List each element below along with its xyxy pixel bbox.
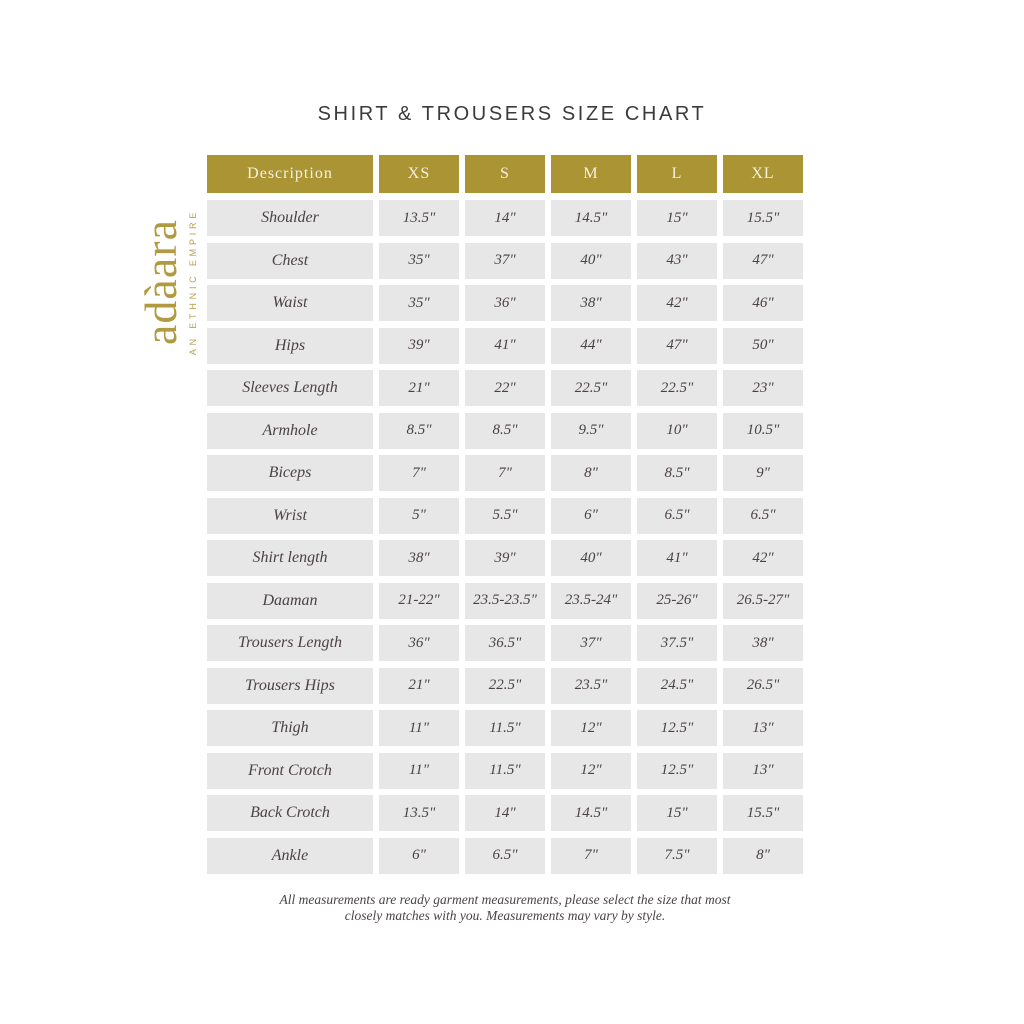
size-chart-table	[207, 155, 803, 880]
row-value: 9.5"	[551, 413, 631, 449]
row-value: 47"	[637, 328, 717, 364]
row-value: 6.5"	[465, 838, 545, 874]
row-label: Thigh	[207, 710, 373, 746]
row-value: 10"	[637, 413, 717, 449]
table-row	[207, 243, 803, 279]
table-row	[207, 413, 803, 449]
table-row	[207, 583, 803, 619]
row-value: 40"	[551, 540, 631, 576]
row-value: 7"	[465, 455, 545, 491]
table-row	[207, 285, 803, 321]
column-header-xs: XS	[379, 155, 459, 193]
row-value: 23"	[723, 370, 803, 406]
row-value: 12"	[551, 710, 631, 746]
column-header-m: M	[551, 155, 631, 193]
page-title: SHIRT & TROUSERS SIZE CHART	[317, 103, 707, 125]
row-value: 11.5"	[465, 753, 545, 789]
row-value: 12"	[551, 753, 631, 789]
row-value: 12.5"	[637, 753, 717, 789]
table-row	[207, 625, 803, 661]
table-row	[207, 370, 803, 406]
row-value: 35"	[379, 243, 459, 279]
row-label: Wrist	[207, 498, 373, 534]
row-value: 38"	[379, 540, 459, 576]
row-value: 13.5"	[379, 795, 459, 831]
row-value: 6.5"	[637, 498, 717, 534]
row-value: 12.5"	[637, 710, 717, 746]
row-value: 14.5"	[551, 200, 631, 236]
row-value: 15"	[637, 795, 717, 831]
row-value: 23.5-23.5"	[465, 583, 545, 619]
row-value: 7"	[551, 838, 631, 874]
table-row	[207, 710, 803, 746]
row-label: Trousers Length	[207, 625, 373, 661]
row-label: Sleeves Length	[207, 370, 373, 406]
row-value: 23.5-24"	[551, 583, 631, 619]
row-label: Chest	[207, 243, 373, 279]
row-value: 13"	[723, 753, 803, 789]
row-value: 8.5"	[637, 455, 717, 491]
row-value: 38"	[551, 285, 631, 321]
row-value: 21"	[379, 370, 459, 406]
row-value: 8"	[551, 455, 631, 491]
table-row	[207, 668, 803, 704]
row-value: 47"	[723, 243, 803, 279]
row-value: 8.5"	[465, 413, 545, 449]
table-header-row	[207, 155, 803, 193]
row-value: 39"	[465, 540, 545, 576]
row-value: 42"	[637, 285, 717, 321]
table-row	[207, 455, 803, 491]
disclaimer-line-1: All measurements are ready garment measurements, please select the size that most	[279, 892, 731, 907]
row-value: 21"	[379, 668, 459, 704]
row-value: 9"	[723, 455, 803, 491]
table-row	[207, 795, 803, 831]
disclaimer-line-2: closely matches with you. Measurements may vary by style.	[344, 907, 666, 923]
row-value: 35"	[379, 285, 459, 321]
row-value: 40"	[551, 243, 631, 279]
row-value: 36"	[465, 285, 545, 321]
size-table-body	[207, 200, 803, 874]
row-value: 14"	[465, 795, 545, 831]
row-value: 39"	[379, 328, 459, 364]
row-value: 41"	[637, 540, 717, 576]
row-value: 22.5"	[465, 668, 545, 704]
row-value: 5.5"	[465, 498, 545, 534]
row-value: 22"	[465, 370, 545, 406]
brand-logo	[130, 170, 206, 394]
row-label: Back Crotch	[207, 795, 373, 831]
column-header-s: S	[465, 155, 545, 193]
table-row	[207, 540, 803, 576]
row-value: 37.5"	[637, 625, 717, 661]
row-value: 21-22"	[379, 583, 459, 619]
row-value: 6.5"	[723, 498, 803, 534]
column-header-l: L	[637, 155, 717, 193]
row-value: 13.5"	[379, 200, 459, 236]
row-label: Trousers Hips	[207, 668, 373, 704]
row-label: Shoulder	[207, 200, 373, 236]
row-value: 26.5"	[723, 668, 803, 704]
row-value: 26.5-27"	[723, 583, 803, 619]
row-value: 43"	[637, 243, 717, 279]
column-header-description: Description	[207, 155, 373, 193]
row-label: Biceps	[207, 455, 373, 491]
row-value: 15.5"	[723, 200, 803, 236]
column-header-xl: XL	[723, 155, 803, 193]
row-value: 7"	[379, 455, 459, 491]
row-value: 23.5"	[551, 668, 631, 704]
row-value: 7.5"	[637, 838, 717, 874]
row-value: 15"	[637, 200, 717, 236]
table-row	[207, 838, 803, 874]
row-label: Daaman	[207, 583, 373, 619]
row-value: 13"	[723, 710, 803, 746]
row-label: Hips	[207, 328, 373, 364]
row-value: 11"	[379, 710, 459, 746]
table-row	[207, 328, 803, 364]
row-value: 6"	[551, 498, 631, 534]
row-value: 6"	[379, 838, 459, 874]
row-value: 41"	[465, 328, 545, 364]
row-value: 22.5"	[551, 370, 631, 406]
row-label: Shirt length	[207, 540, 373, 576]
row-label: Waist	[207, 285, 373, 321]
row-value: 50"	[723, 328, 803, 364]
brand-logo-name: adàara	[135, 219, 186, 345]
row-value: 10.5"	[723, 413, 803, 449]
row-value: 36"	[379, 625, 459, 661]
row-label: Front Crotch	[207, 753, 373, 789]
brand-logo-tagline: AN ETHNIC EMPIRE	[188, 208, 198, 356]
table-row	[207, 753, 803, 789]
row-value: 24.5"	[637, 668, 717, 704]
row-label: Ankle	[207, 838, 373, 874]
row-value: 8.5"	[379, 413, 459, 449]
row-value: 42"	[723, 540, 803, 576]
row-value: 37"	[465, 243, 545, 279]
table-row	[207, 200, 803, 236]
row-value: 15.5"	[723, 795, 803, 831]
row-value: 37"	[551, 625, 631, 661]
row-value: 14.5"	[551, 795, 631, 831]
measurement-disclaimer	[207, 892, 803, 924]
row-value: 36.5"	[465, 625, 545, 661]
row-value: 11"	[379, 753, 459, 789]
row-value: 38"	[723, 625, 803, 661]
row-value: 14"	[465, 200, 545, 236]
row-value: 25-26"	[637, 583, 717, 619]
row-value: 8"	[723, 838, 803, 874]
table-row	[207, 498, 803, 534]
row-label: Armhole	[207, 413, 373, 449]
row-value: 44"	[551, 328, 631, 364]
row-value: 46"	[723, 285, 803, 321]
row-value: 11.5"	[465, 710, 545, 746]
row-value: 22.5"	[637, 370, 717, 406]
row-value: 5"	[379, 498, 459, 534]
